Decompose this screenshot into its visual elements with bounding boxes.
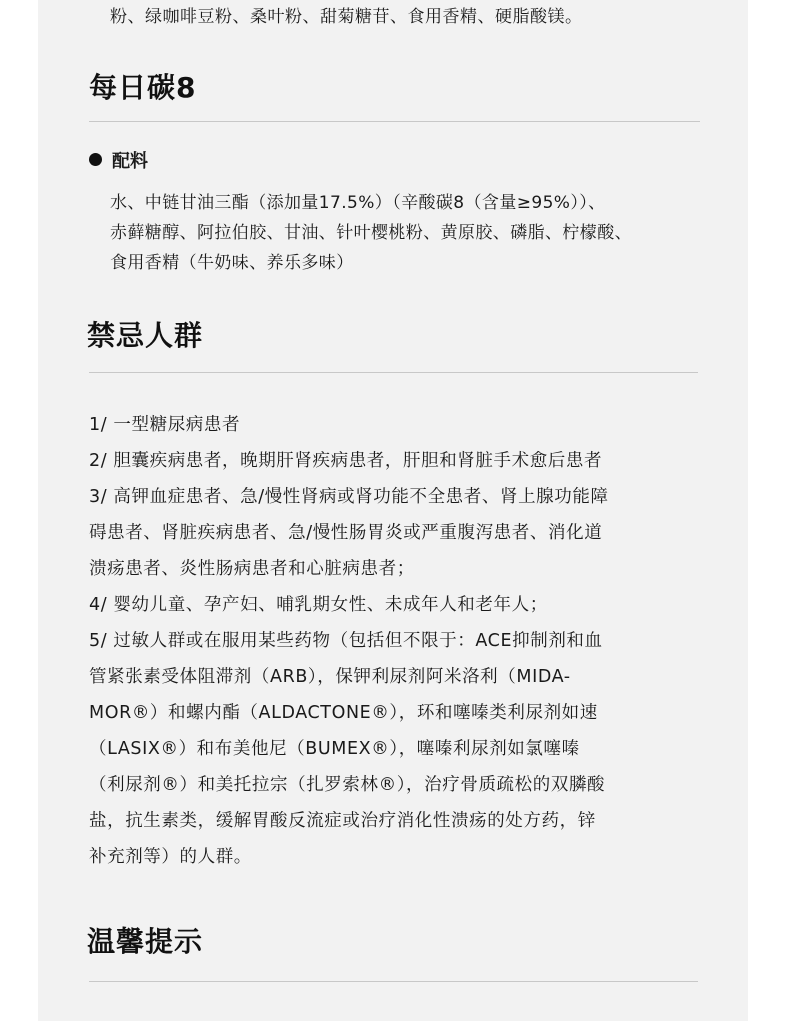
ingredients-line: 水、中链甘油三酯（添加量17.5%）（辛酸碳8（含量≥95%））、 <box>110 193 606 213</box>
contraindication-line: 补充剂等）的人群。 <box>89 847 252 867</box>
contraindication-line: 管紧张素受体阻滞剂（ARB），保钾利尿剂阿米洛利（MIDA- <box>89 667 571 687</box>
divider <box>89 372 698 373</box>
ingredients-line: 赤藓糖醇、阿拉伯胶、甘油、针叶樱桃粉、黄原胶、磷脂、柠檬酸、 <box>110 223 632 243</box>
contraindication-line: 5/ 过敏人群或在服用某些药物（包括但不限于：ACE抑制剂和血 <box>89 631 603 651</box>
divider <box>89 981 698 982</box>
divider <box>89 121 700 122</box>
contraindication-line: 碍患者、肾脏疾病患者、急/慢性肠胃炎或严重腹泻患者、消化道 <box>89 523 603 543</box>
contraindication-line: 溃疡患者、炎性肠病患者和心脏病患者； <box>89 559 415 579</box>
contraindication-line: 2/ 胆囊疾病患者，晚期肝肾疾病患者，肝胆和肾脏手术愈后患者 <box>89 451 603 471</box>
contraindication-line: （利尿剂®）和美托拉宗（扎罗索林®），治疗骨质疏松的双膦酸 <box>89 775 606 795</box>
bullet-dot-icon <box>89 153 102 166</box>
product-title: 每日碳8 <box>89 71 197 104</box>
ingredients-line: 食用香精（牛奶味、养乐多味） <box>110 253 354 273</box>
contraindication-line: （LASIX®）和布美他尼（BUMEX®），噻嗪利尿剂如氯噻嗪 <box>89 739 580 759</box>
ingredients-label: 配料 <box>112 151 148 172</box>
contraindication-line: 4/ 婴幼儿童、孕产妇、哺乳期女性、未成年人和老年人； <box>89 595 548 615</box>
ingredients-tail-line: 粉、绿咖啡豆粉、桑叶粉、甜菊糖苷、食用香精、硬脂酸镁。 <box>110 7 583 27</box>
contraindication-line: MOR®）和螺内酯（ALDACTONE®），环和噻嗪类利尿剂如速 <box>89 703 598 723</box>
contraindication-line: 3/ 高钾血症患者、急/慢性肾病或肾功能不全患者、肾上腺功能障 <box>89 487 609 507</box>
contraindications-title: 禁忌人群 <box>87 319 204 352</box>
contraindication-line: 盐，抗生素类，缓解胃酸反流症或治疗消化性溃疡的处方药，锌 <box>89 811 596 831</box>
contraindication-line: 1/ 一型糖尿病患者 <box>89 415 241 435</box>
tips-title: 温馨提示 <box>87 925 204 958</box>
